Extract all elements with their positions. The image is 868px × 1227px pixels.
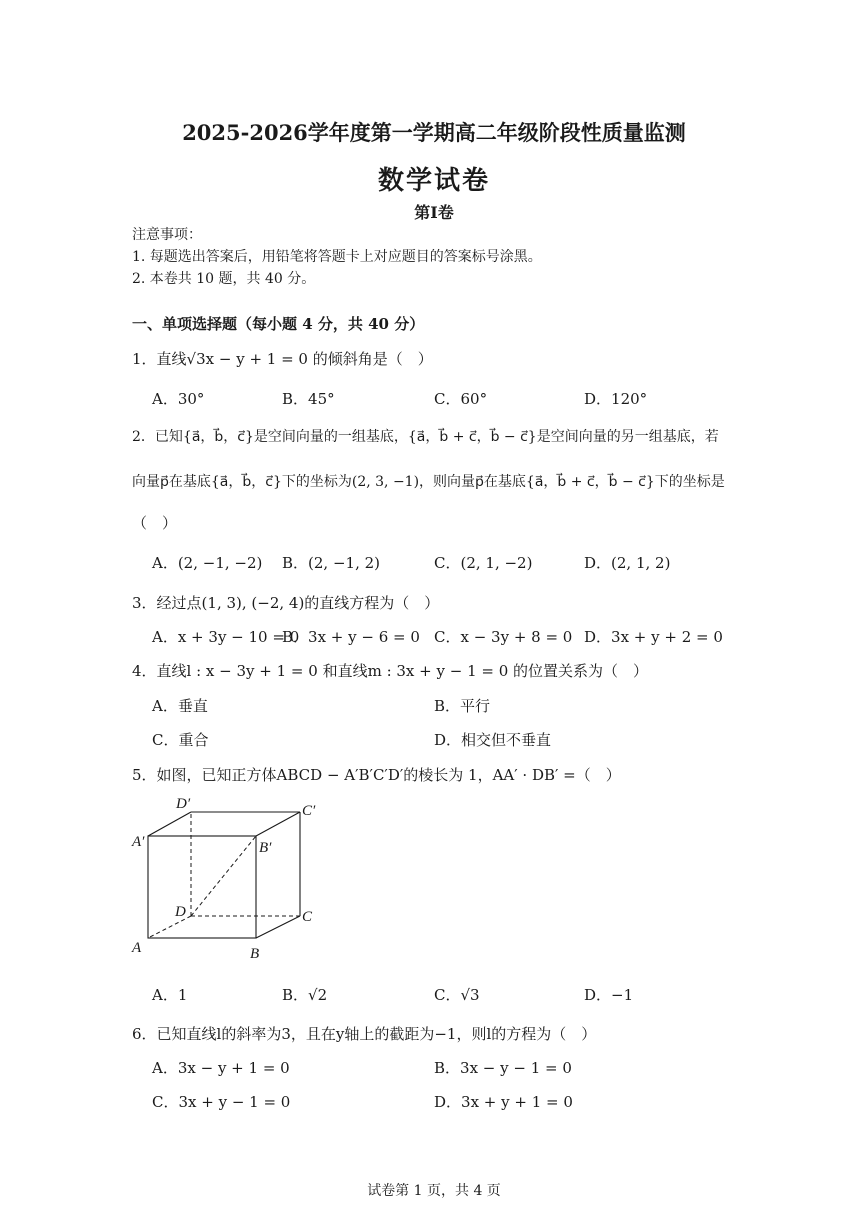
vertex-label-b1: B′ [259, 840, 272, 856]
edge-a1d1 [148, 812, 191, 836]
notes-heading: 注意事项： [132, 227, 202, 243]
q3-option-b[interactable]: B．3x + y − 6 = 0 [282, 628, 420, 646]
front-face [148, 836, 256, 938]
q4-option-a[interactable]: A．垂直 [152, 697, 208, 715]
exam-subject-title: 数学试卷 [377, 166, 490, 196]
question-6-stem: 6．已知直线l的斜率为3，且在y轴上的截距为−1，则l的方程为（ ） [132, 1025, 597, 1043]
note-item-2: 2. 本卷共 10 题，共 40 分。 [132, 271, 316, 287]
q1-option-b[interactable]: B．45° [282, 390, 335, 408]
q5-option-a[interactable]: A．1 [152, 986, 188, 1004]
q5-option-c[interactable]: C．√3 [434, 986, 480, 1004]
vertex-label-d: D [175, 904, 186, 920]
exam-title: 2025-2026学年度第一学期高二年级阶段性质量监测 [182, 120, 686, 145]
note-item-1: 1. 每题选出答案后，用铅笔将答题卡上对应题目的答案标号涂黑。 [132, 249, 542, 265]
q2-option-b[interactable]: B．(2, −1, 2) [282, 554, 380, 572]
q6-option-a[interactable]: A．3x − y + 1 = 0 [152, 1059, 290, 1077]
q3-option-d[interactable]: D．3x + y + 2 = 0 [584, 628, 723, 646]
question-4-stem: 4．直线l : x − 3y + 1 = 0 和直线m : 3x + y − 1 = 0 的位置关系为（ ） [132, 662, 649, 680]
edge-bc [256, 916, 300, 938]
q2-option-d[interactable]: D．(2, 1, 2) [584, 554, 671, 572]
question-3-stem: 3．经过点(1, 3), (−2, 4)的直线方程为（ ） [132, 594, 440, 612]
q4-option-b[interactable]: B．平行 [434, 697, 491, 715]
q1-option-c[interactable]: C．60° [434, 390, 488, 408]
page-footer: 试卷第 1 页，共 4 页 [367, 1183, 501, 1199]
q1-option-a[interactable]: A．30° [152, 390, 205, 408]
q1-option-d[interactable]: D．120° [584, 390, 648, 408]
q2-option-a[interactable]: A．(2, −1, −2) [152, 554, 263, 572]
q6-option-b[interactable]: B．3x − y − 1 = 0 [434, 1059, 572, 1077]
q4-option-d[interactable]: D．相交但不垂直 [434, 731, 552, 749]
vertex-label-d1: D′ [176, 796, 191, 812]
vertex-label-a: A [132, 940, 142, 956]
cube-figure [128, 790, 328, 970]
q3-option-c[interactable]: C．x − 3y + 8 = 0 [434, 628, 573, 646]
question-5-stem: 5．如图，已知正方体ABCD − A′B′C′D′的棱长为 1，AA′ · DB′ =（ ） [132, 766, 621, 784]
question-2-stem-line2: 向量p⃗在基底{a⃗，b⃗，c⃗}下的坐标为(2, 3, −1)，则向量p⃗在基底{a⃗，b⃗ + c⃗，b⃗ − c⃗}下的坐标是 [132, 474, 725, 490]
vertex-label-c1: C′ [302, 803, 316, 819]
question-2-stem-line3: （ ） [132, 514, 178, 532]
vertex-label-a1: A′ [132, 834, 145, 850]
q5-option-b[interactable]: B．√2 [282, 986, 328, 1004]
q4-option-c[interactable]: C．重合 [152, 731, 209, 749]
edge-b1c1 [256, 812, 300, 836]
q6-option-d[interactable]: D．3x + y + 1 = 0 [434, 1093, 573, 1111]
q2-option-c[interactable]: C．(2, 1, −2) [434, 554, 533, 572]
section-title: 一、单项选择题（每小题 4 分，共 40 分） [132, 315, 425, 333]
volume-label: 第I卷 [414, 203, 454, 222]
vertex-label-b: B [250, 946, 260, 962]
question-1-stem: 1．直线√3x − y + 1 = 0 的倾斜角是（ ） [132, 350, 433, 368]
diagonal-db1 [191, 836, 256, 916]
q5-option-d[interactable]: D．−1 [584, 986, 634, 1004]
q3-option-a[interactable]: A．x + 3y − 10 = 0 [152, 628, 300, 646]
question-2-stem-line1: 2．已知{a⃗，b⃗，c⃗}是空间向量的一组基底，{a⃗，b⃗ + c⃗，b⃗ − c⃗}是空间向量的另一组基底，若 [132, 429, 719, 445]
vertex-label-c: C [302, 909, 313, 925]
q6-option-c[interactable]: C．3x + y − 1 = 0 [152, 1093, 291, 1111]
